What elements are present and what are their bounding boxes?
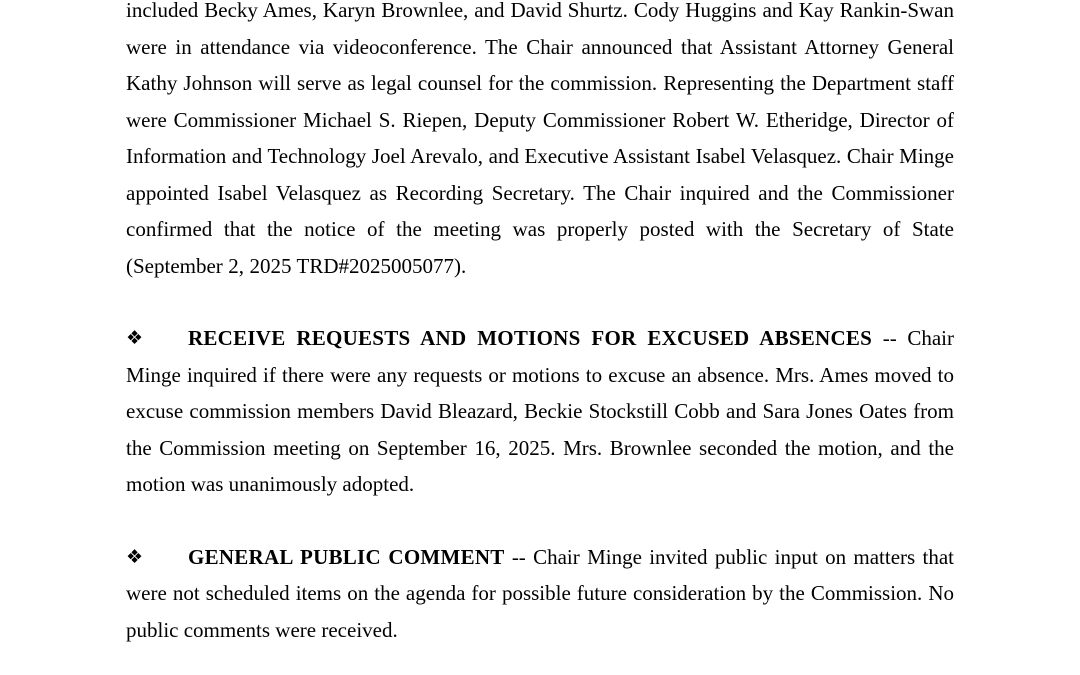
diamond-bullet-icon: ❖ <box>126 327 144 349</box>
agenda-heading-general-public-comment: GENERAL PUBLIC COMMENT <box>188 544 505 569</box>
agenda-body-excused-absences: Chair Minge inquired if there were any requests or motions to excuse an absence. Mrs. Ames moved to excuse commission members David Bleazard, Beckie Stockstill Cobb and Sara Jones Oates from the Commission meeting on September 16, 2025. Mrs. Brownlee seconded the motion, and the motion was unanimously adopted. <box>126 326 954 496</box>
heading-separator: -- <box>504 544 534 569</box>
paragraph-spacer <box>126 284 954 320</box>
agenda-item-general-public-comment <box>126 539 954 649</box>
agenda-item-excused-absences <box>126 320 954 503</box>
agenda-item-text <box>126 539 954 649</box>
diamond-bullet-icon: ❖ <box>126 545 144 568</box>
agenda-heading-excused-absences: RECEIVE REQUESTS AND MOTIONS FOR EXCUSED ABSENCES <box>188 326 873 350</box>
text-column <box>126 0 954 648</box>
agenda-item-text <box>126 320 954 503</box>
agenda-body-general-public-comment: Chair Minge invited public input on matters that were not scheduled items on the agenda for possible future consideration by the Commission. No public comments were received. <box>126 544 954 642</box>
paragraph-spacer <box>126 503 954 539</box>
attendance-paragraph: included Becky Ames, Karyn Brownlee, and David Shurtz. Cody Huggins and Kay Rankin-Swan were in attendance via videoconference. The Chair announced that Assistant Attorney General Kathy Johnson will serve as legal counsel for the commission. Representing the Department staff were Commissioner Michael S. Riepen, Deputy Commissioner Robert W. Etheridge, Director of Information and Technology Joel Arevalo, and Executive Assistant Isabel Velasquez. Chair Minge appointed Isabel Velasquez as Recording Secretary. The Chair inquired and the Commissioner confirmed that the notice of the meeting was properly posted with the Secretary of State (September 2, 2025 TRD#2025005077). <box>126 0 954 278</box>
heading-separator: -- <box>872 326 908 350</box>
